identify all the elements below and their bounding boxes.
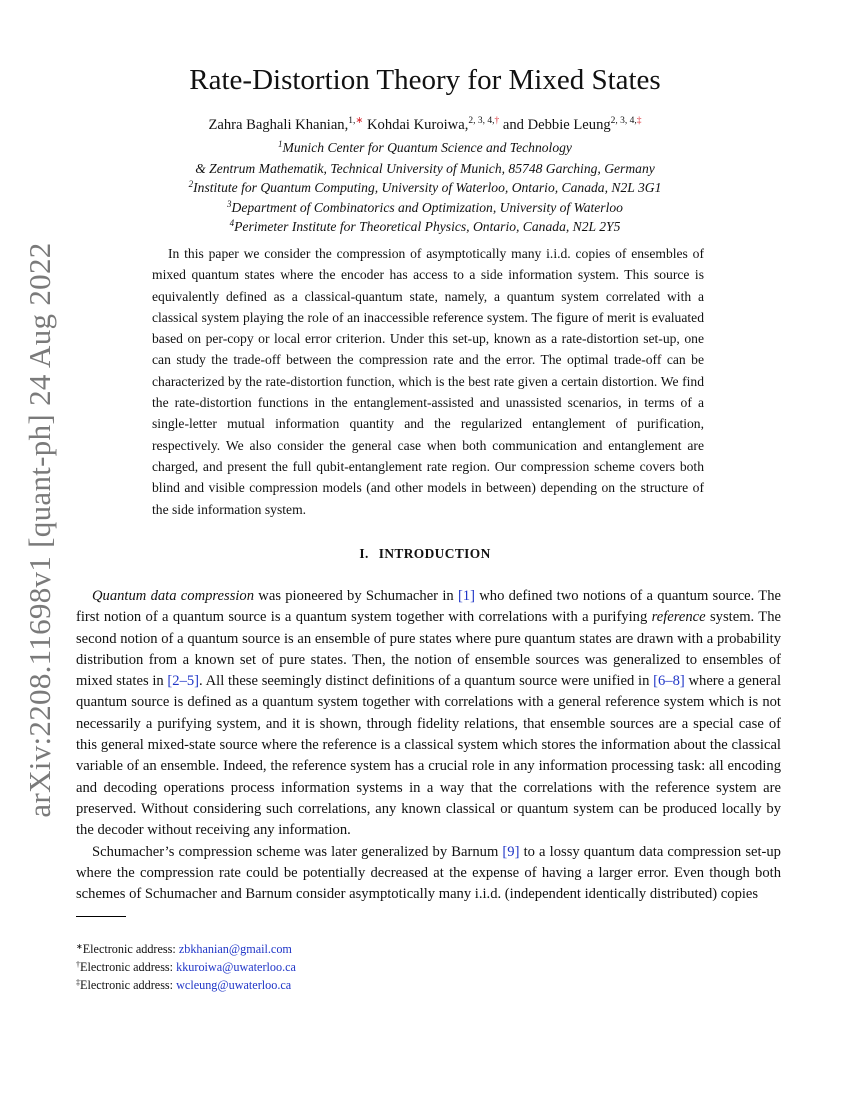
citation-link[interactable]: [6–8] (653, 673, 685, 690)
author-name: Zahra Baghali Khanian, (208, 117, 349, 133)
footnote-mark: † (76, 960, 80, 969)
text-run: system. The second notion of a quantum source is an ensemble of pure states where pure quantum states are drawn with a probability distribution from a known set of pure states. Then, the notion of ensemble sources was generalized to ensembles of mixed states in (76, 609, 781, 690)
footnote-label: Electronic address: (80, 960, 177, 974)
footnotes (76, 939, 296, 993)
author-name: and Debbie Leung (502, 117, 611, 133)
footnote (76, 975, 296, 993)
affiliation-line (0, 199, 850, 216)
email-link[interactable]: kkuroiwa@uwaterloo.ca (176, 960, 296, 974)
affiliation-line (0, 139, 850, 156)
footnote-label: Electronic address: (80, 978, 177, 992)
paper-title: Rate-Distortion Theory for Mixed States (189, 64, 661, 96)
text-run: who defined two notions of a quantum source. The first notion of a quantum source is a quantum system together with correlations with a purifying (76, 588, 781, 626)
author-name: Kohdai Kuroiwa, (367, 117, 469, 133)
author-footnote-mark[interactable]: ‡ (636, 116, 642, 126)
paragraph (76, 842, 781, 906)
text-run: was pioneered by Schumacher in (254, 588, 458, 604)
citation-link[interactable]: [2–5] (167, 673, 200, 690)
footnote (76, 939, 296, 957)
footnote-label: Electronic address: (82, 942, 179, 956)
email-link[interactable]: zbkhanian@gmail.com (178, 942, 292, 956)
section-heading (0, 546, 850, 562)
affiliation-number: 3 (227, 199, 232, 209)
author-list (0, 115, 850, 134)
author-footnote-mark[interactable]: † (494, 116, 500, 126)
affiliation-number: 2 (188, 179, 194, 189)
footnote-mark: ∗ (76, 942, 83, 951)
author-affil-sup: 2, 3, 4, (610, 116, 637, 126)
affiliation-text: & Zentrum Mathematik, Technical University of Munich, 85748 Garching, Germany (195, 161, 655, 176)
email-link[interactable]: wcleung@uwaterloo.ca (176, 978, 292, 992)
text-run: Schumacher’s compression scheme was later generalized by Barnum (92, 843, 503, 860)
author-footnote-mark[interactable]: ∗ (355, 116, 364, 126)
emphasis: Quantum data compression (92, 588, 255, 604)
footnote-mark: ‡ (76, 978, 80, 987)
introduction-body (76, 586, 781, 905)
text-run: to a lossy quantum data compression set-up where the compression rate could be potentially decreased at the expense of having a larger error. Even though both schemes of Schumacher and Barnum consider asymptotically many i.i.d. (independent identically distributed) copies (76, 843, 781, 903)
affiliation-line (0, 179, 850, 196)
footnote (76, 957, 296, 975)
abstract (152, 243, 704, 520)
affiliation-number: 1 (278, 139, 283, 149)
affiliation-text: Institute for Quantum Computing, University of Waterloo, Ontario, Canada, N2L 3G1 (193, 180, 662, 195)
affiliation-text: Department of Combinatorics and Optimization, University of Waterloo (231, 200, 623, 215)
affiliation-number: 4 (229, 218, 235, 228)
arxiv-identifier: arXiv:2208.11698v1 [quant-ph] 24 Aug 2022 (22, 242, 57, 818)
emphasis: reference (651, 609, 706, 626)
affiliation-line (0, 160, 850, 177)
section-title: INTRODUCTION (378, 546, 491, 561)
author-affil-sup: 1, (348, 116, 356, 126)
paragraph (76, 586, 781, 842)
citation-link[interactable]: [9] (502, 843, 520, 860)
text-run: . All these seemingly distinct definitions of a quantum source were unified in (199, 673, 654, 690)
affiliation-text: Perimeter Institute for Theoretical Physics, Ontario, Canada, N2L 2Y5 (234, 219, 621, 234)
text-run: where a general quantum source is defined as a quantum system together with correlations with a general reference system which is not necessarily a purifying system, and it is shown, through fidelity relations, that ensemble sources are a special case of this general mixed-state source where the reference is a classical system which stores the information about the classical variable of an ensemble. Indeed, the reference system has a crucial role in any information processing task: all encoding and decoding operations process information systems in a way that the correlations with the reference system are preserved. Without considering such correlations, any known classical or quantum system can be produced locally by the decoder without receiving any information. (76, 673, 782, 839)
affiliation-line (0, 218, 850, 235)
affiliation-text: Munich Center for Quantum Science and Technology (282, 140, 572, 155)
abstract-text: In this paper we consider the compression of asymptotically many i.i.d. copies of ensembles of mixed quantum states where the encoder has access to a side information system. This source is equivalently defined as a classical-quantum state, namely, a quantum system correlated with a classical system playing the role of an inaccessible reference system. The figure of merit is evaluated based on per-copy or local error criterion. Under this set-up, known as a rate-distortion set-up, one can study the trade-off between the compression rate and the error. The optimal trade-off can be characterized by the rate-distortion function, which is the best rate given a certain distortion. We find the rate-distortion functions in the entanglement-assisted and unassisted scenarios, in terms of a single-letter mutual information quantity and the regularized entanglement of purification, respectively. We also consider the general case when both communication and entanglement are charged, and present the full qubit-entanglement rate region. Our compression scheme covers both blind and visible compression models (and other models in between) depending on the structure of the side information system. (152, 246, 704, 517)
section-number: I. (359, 546, 369, 561)
citation-link[interactable]: [1] (457, 588, 475, 604)
footnote-rule (76, 916, 126, 917)
author-affil-sup: 2, 3, 4, (468, 116, 495, 126)
arxiv-side-stamp (14, 242, 66, 818)
